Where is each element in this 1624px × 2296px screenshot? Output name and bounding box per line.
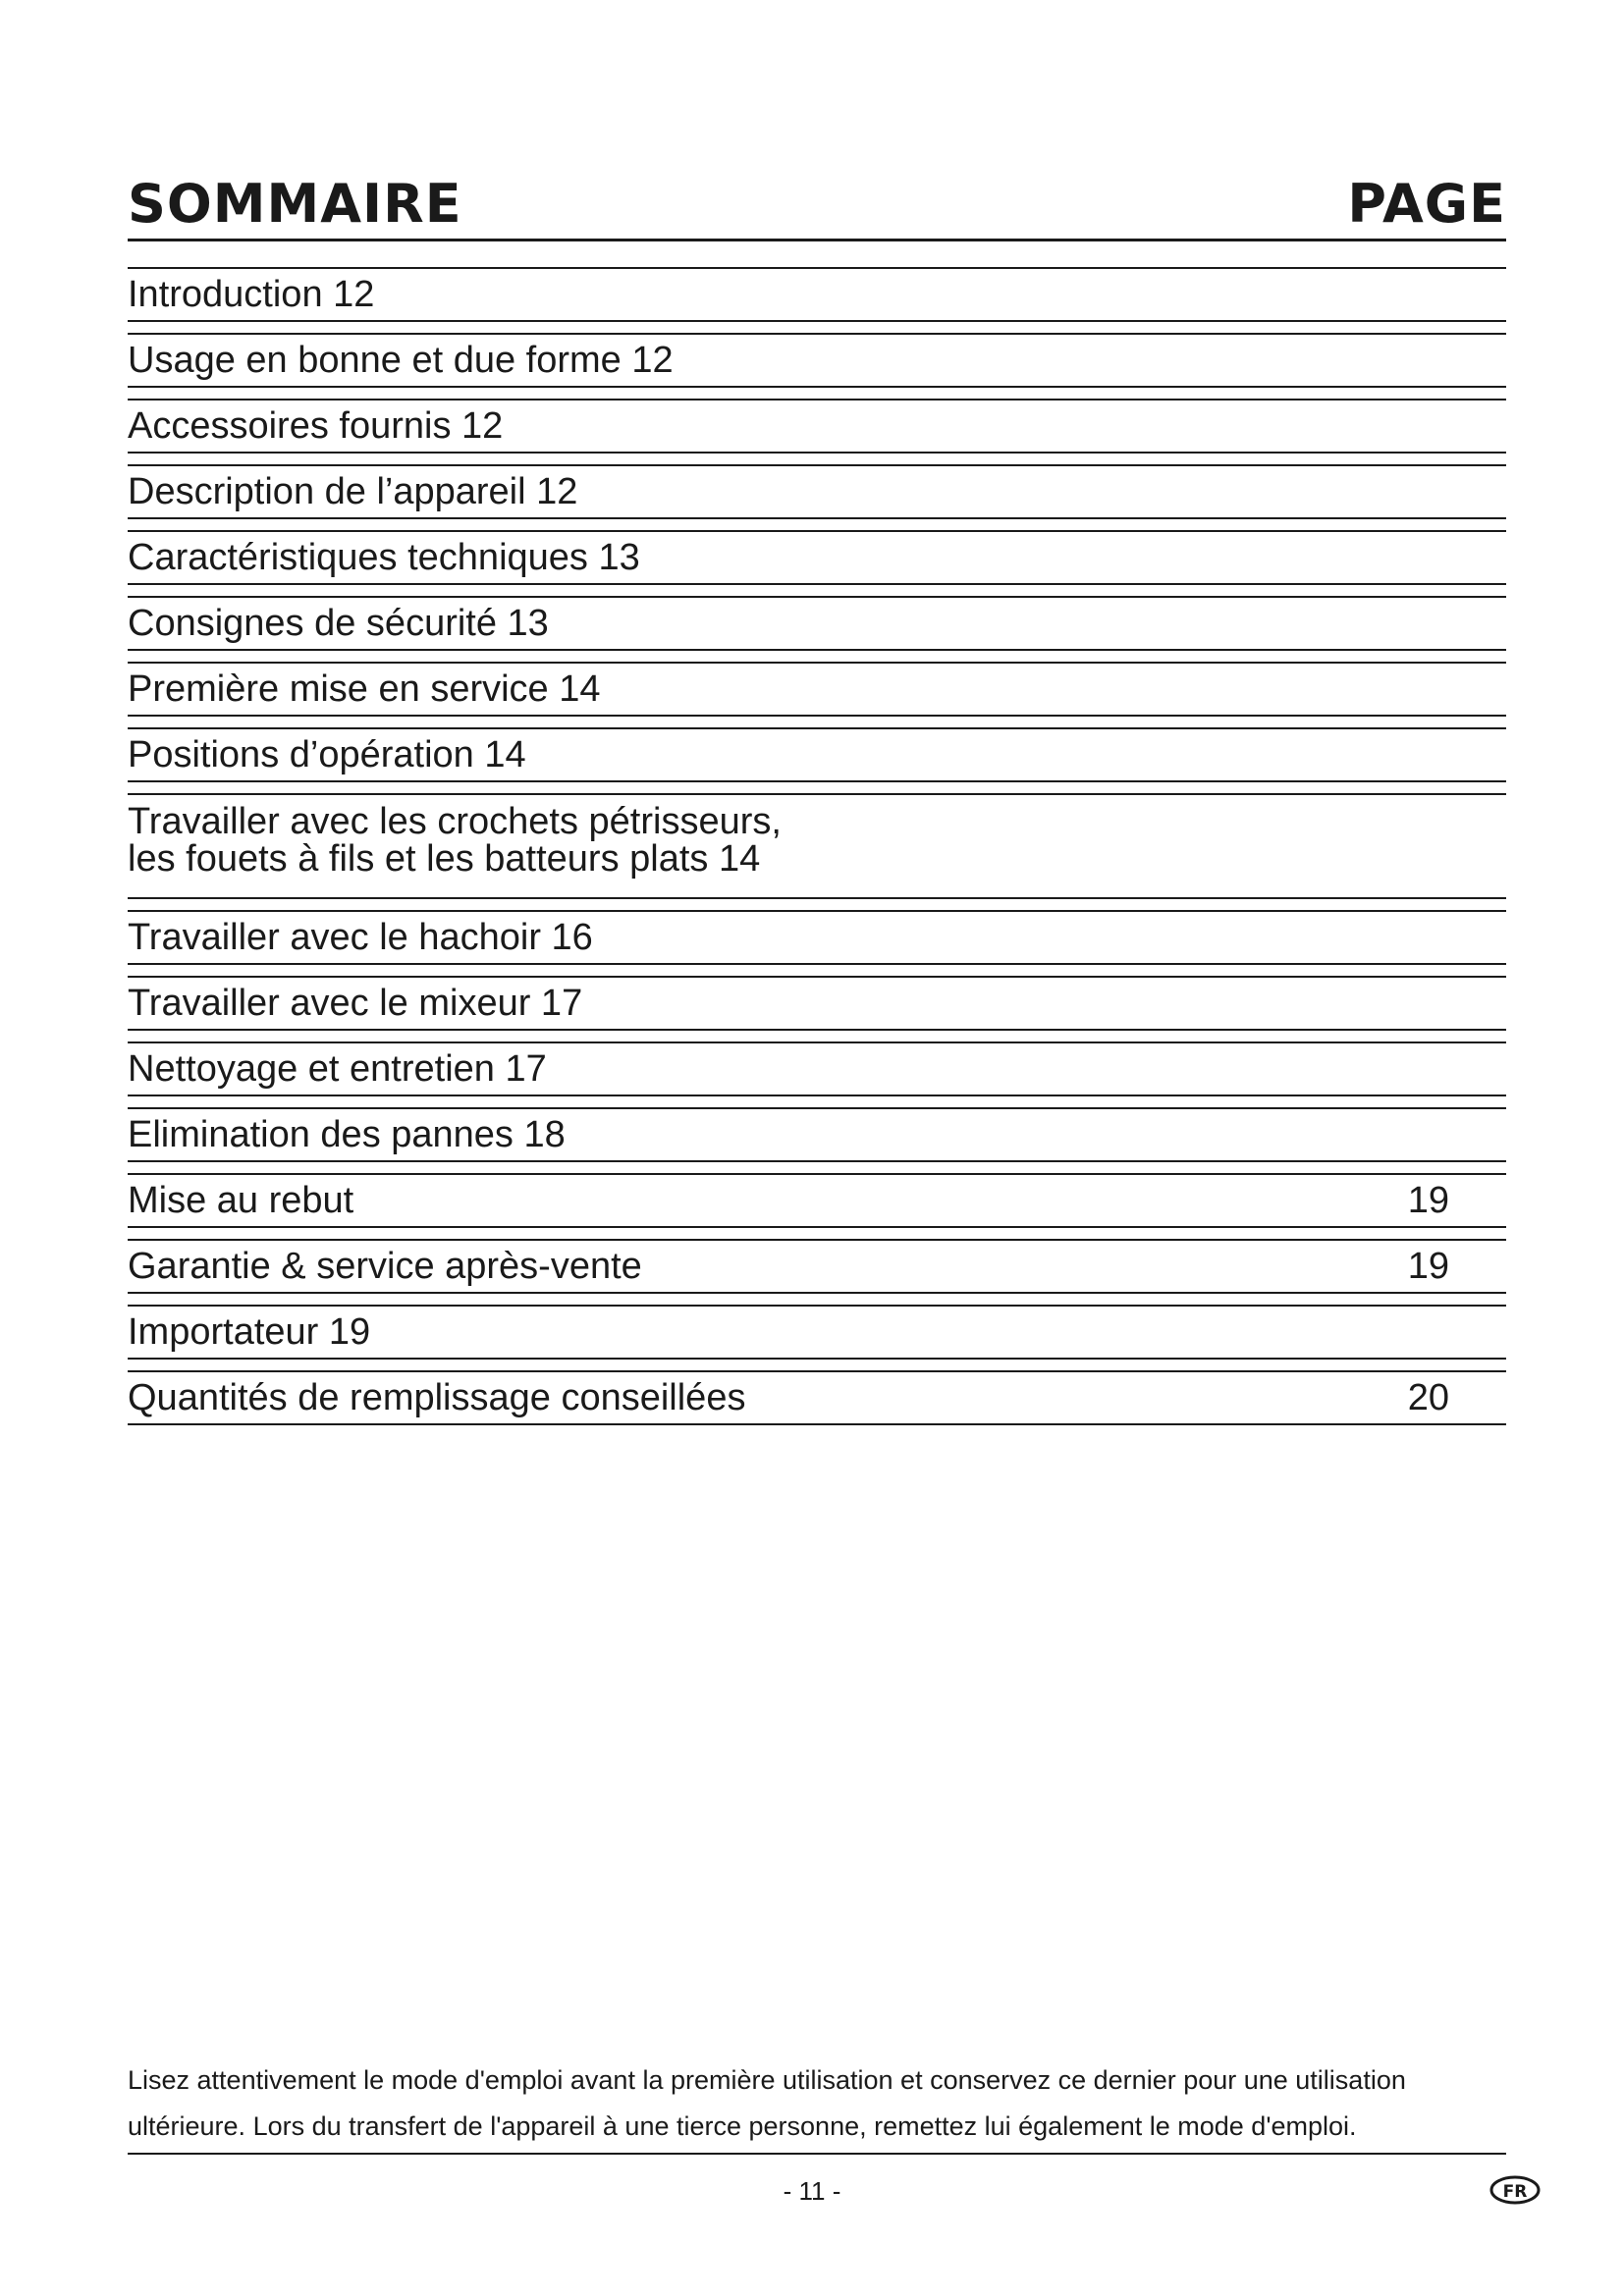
usage-notice: Lisez attentivement le mode d'emploi avant la première utilisation et conservez ce dernier pour une utilisation ultérieure. Lors du transfert de l'appareil à une tierce personne, remettez lui également le mode d'emploi. [128, 2065, 1406, 2141]
header-divider [128, 239, 1506, 241]
toc-entry-title: Accessoires fournis 12 [128, 405, 504, 447]
page-number: - 11 - [783, 2176, 841, 2206]
toc-entry-title: Importateur 19 [128, 1311, 371, 1353]
toc-entry[interactable] [128, 1173, 1506, 1228]
toc-entry-title: Usage en bonne et due forme 12 [128, 340, 674, 381]
toc-entry[interactable] [128, 1239, 1506, 1294]
toc-heading: SOMMAIRE [128, 173, 462, 235]
table-of-contents [128, 267, 1506, 1436]
toc-header [128, 169, 1506, 240]
toc-entry-title: Consignes de sécurité 13 [128, 603, 549, 644]
toc-entry-page: 19 [1407, 1180, 1449, 1221]
toc-entry[interactable] [128, 399, 1506, 454]
language-badge-label: FR [1502, 2182, 1528, 2202]
toc-entry[interactable] [128, 976, 1506, 1031]
toc-entry-title: Mise au rebut [128, 1180, 354, 1221]
page-column-heading: PAGE [1347, 173, 1506, 235]
toc-entry-title: Caractéristiques techniques 13 [128, 537, 640, 578]
toc-entry-title: Description de l’appareil 12 [128, 471, 578, 512]
toc-entry-title: Travailler avec le mixeur 17 [128, 983, 583, 1024]
toc-entry[interactable] [128, 727, 1506, 782]
toc-entry[interactable] [128, 530, 1506, 585]
toc-entry-title: Nettoyage et entretien 17 [128, 1048, 547, 1090]
toc-entry[interactable] [128, 662, 1506, 717]
toc-entry-title: Positions d’opération 14 [128, 734, 526, 775]
toc-entry[interactable] [128, 464, 1506, 519]
toc-entry-title: Travailler avec les crochets pétrisseurs, les fouets à fils et les batteurs plats 14 [128, 801, 782, 880]
toc-entry-title: Travailler avec le hachoir 16 [128, 917, 593, 958]
toc-entry-title: Garantie & service après-vente [128, 1246, 642, 1287]
toc-entry-title: Quantités de remplissage conseillées [128, 1377, 746, 1418]
toc-entry-title: Elimination des pannes 18 [128, 1114, 566, 1155]
toc-entry[interactable] [128, 1107, 1506, 1162]
toc-entry[interactable] [128, 267, 1506, 322]
toc-entry[interactable] [128, 596, 1506, 651]
toc-entry[interactable] [128, 1041, 1506, 1096]
toc-entry-page: 19 [1407, 1246, 1449, 1287]
footer-divider [128, 2153, 1506, 2155]
toc-entry-title: Première mise en service 14 [128, 668, 601, 710]
toc-entry[interactable] [128, 333, 1506, 388]
toc-entry-page: 20 [1407, 1377, 1449, 1418]
language-badge-icon [1489, 2173, 1542, 2207]
toc-entry[interactable] [128, 1370, 1506, 1425]
toc-entry[interactable] [128, 1305, 1506, 1360]
toc-entry[interactable] [128, 910, 1506, 965]
toc-entry-title: Introduction 12 [128, 274, 375, 315]
toc-entry[interactable] [128, 793, 1506, 899]
